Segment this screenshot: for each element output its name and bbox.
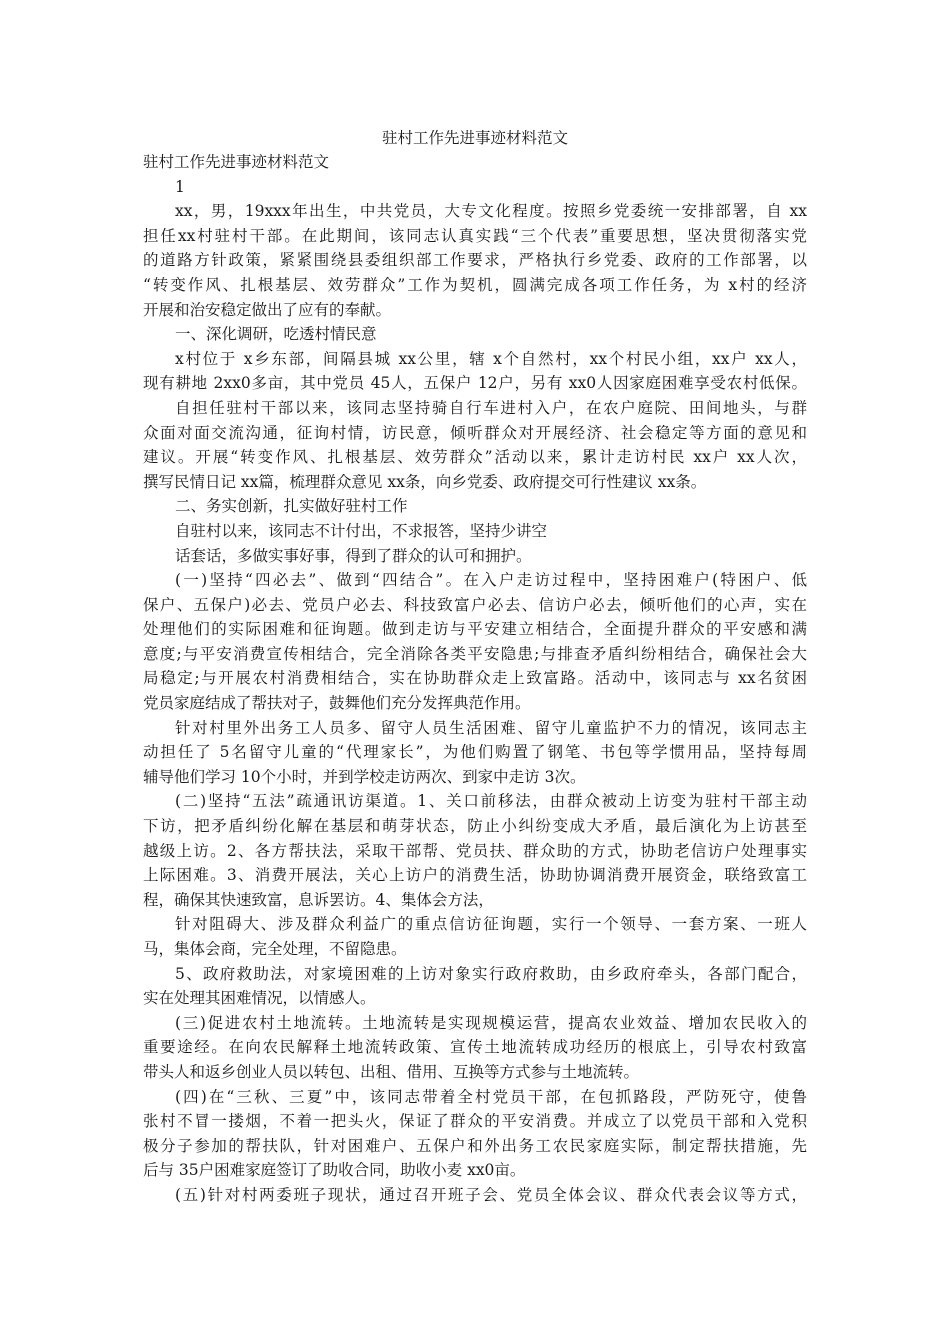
- text-line: 开展和治安稳定做出了应有的奉献。: [143, 300, 392, 319]
- text-line: 针对阻碍大、涉及群众利益广的重点信访征询题，实行一个领导、一套方案、一班人: [175, 915, 807, 934]
- text-line: 越级上访。2、各方帮扶法，采取干部帮、党员扶、群众助的方式，协助老信访户处理事实: [143, 841, 807, 860]
- text-line: 担任xx村驻村干部。在此期间，该同志认真实践“三个代表”重要思想，坚决贯彻落实党: [143, 226, 807, 245]
- text-line: 1: [175, 177, 185, 196]
- text-line: “转变作风、扎根基层、效劳群众”工作为契机，圆满完成各项工作任务，为 x村的经济: [143, 275, 807, 294]
- text-line: (二)坚持“五法”疏通讯访渠道。1、关口前移法，由群众被动上访变为驻村干部主动: [175, 792, 807, 811]
- text-line: xx，男，19xxx年出生，中共党员，大专文化程度。按照乡党委统一安排部署，自 xx: [175, 202, 807, 221]
- text-line: 处理他们的实际困难和征询题。做到走访与平安建立相结合，全面提升群众的平安感和满: [143, 620, 807, 639]
- text-line: 辅导他们学习 10个小时，并到学校走访两次、到家中走访 3次。: [143, 767, 586, 786]
- document-body: [143, 150, 807, 1208]
- text-line: (四)在“三秋、三夏”中，该同志带着全村党员干部，在包抓路段，严防死守，使鲁: [175, 1087, 807, 1106]
- text-line: 针对村里外出务工人员多、留守人员生活困难、留守儿童监护不力的情况，该同志主: [175, 718, 807, 737]
- text-line: 后与 35户困难家庭签订了助收合同，助收小麦 xx0亩。: [143, 1161, 526, 1180]
- text-line: 动担任了 5名留守儿童的“代理家长”，为他们购置了钢笔、书包等学惯用品，坚持每周: [143, 743, 807, 762]
- text-line: 话套话，多做实事好事，得到了群众的认可和拥护。: [175, 546, 532, 565]
- text-line: 局稳定;与开展农村消费相结合，实在协助群众走上致富路。活动中，该同志与 xx名贫困: [143, 669, 807, 688]
- text-line: 带头人和返乡创业人员以转包、出租、借用、互换等方式参与土地流转。: [143, 1062, 640, 1081]
- text-line: 的道路方针政策，紧紧围绕县委组织部工作要求，严格执行乡党委、政府的工作部署，以: [143, 251, 807, 270]
- text-line: (一)坚持“四必去”、做到“四结合”。在入户走访过程中，坚持困难户(特困户、低: [175, 571, 807, 590]
- document-title: 驻村工作先进事迹材料范文: [381, 129, 568, 147]
- text-line: 上际困难。3、消费开展法，关心上访户的消费生活，协助协调消费开展资金，联络致富工: [143, 866, 807, 885]
- text-line: (三)促进农村土地流转。土地流转是实现规模运营，提高农业效益、增加农民收入的: [175, 1013, 807, 1032]
- text-line: 意度;与平安消费宣传相结合，完全消除各类平安隐患;与排查矛盾纠纷相结合，确保社会大: [143, 644, 807, 663]
- text-line: 重要途经。在向农民解释土地流转政策、宣传土地流转成功经历的根底上，引导农村致富: [143, 1038, 807, 1057]
- text-line: 自驻村以来，该同志不计付出，不求报答，坚持少讲空: [175, 521, 548, 540]
- text-line: 驻村工作先进事迹材料范文: [143, 153, 330, 171]
- text-line: 实在处理其困难情况，以情感人。: [143, 989, 376, 1008]
- text-line: 建议。开展“转变作风、扎根基层、效劳群众”活动以来，累计走访村民 xx户 xx人次，: [143, 448, 807, 467]
- text-line: 5、政府救助法，对家境困难的上访对象实行政府救助，由乡政府牵头，各部门配合，: [175, 964, 807, 983]
- text-line: 张村不冒一搂烟，不着一把头火，保证了群众的平安消费。并成立了以党员干部和入党积: [143, 1112, 807, 1131]
- text-line: 程，确保其快速致富，息诉罢访。4、集体会方法，: [143, 890, 494, 909]
- text-line: 撰写民情日记 xx篇，梳理群众意见 xx条，向乡党委、政府提交可行性建议 xx条。: [143, 472, 707, 491]
- text-line: 党员家庭结成了帮扶对子，鼓舞他们充分发挥典范作用。: [143, 694, 531, 713]
- text-line: (五)针对村两委班子现状，通过召开班子会、党员全体会议、群众代表会议等方式，: [175, 1185, 807, 1204]
- text-line: x村位于 x乡东部，间隔县城 xx公里，辖 x个自然村，xx个村民小组，xx户 xx人，: [175, 349, 807, 368]
- text-line: 众面对面交流沟通，征询村情，访民意，倾听群众对开展经济、社会稳定等方面的意见和: [143, 423, 807, 442]
- text-line: 自担任驻村干部以来，该同志坚持骑自行车进村入户，在农户庭院、田间地头，与群: [175, 398, 807, 417]
- text-line: 保户、五保户)必去、党员户必去、科技致富户必去、信访户必去，倾听他们的心声，实在: [143, 595, 807, 614]
- text-line: 极分子参加的帮扶队，针对困难户、五保户和外出务工农民家庭实际，制定帮扶措施，先: [143, 1136, 807, 1155]
- text-line: 下访，把矛盾纠纷化解在基层和萌芽状态，防止小纠纷变成大矛盾，最后演化为上访甚至: [143, 817, 807, 836]
- text-line: 现有耕地 2xx0多亩，其中党员 45人，五保户 12户，另有 xx0人因家庭困难享受农村低保。: [143, 374, 807, 393]
- text-line: 二、务实创新，扎实做好驻村工作: [175, 497, 408, 516]
- text-line: 一、深化调研，吃透村情民意: [175, 325, 377, 344]
- text-line: 马，集体会商，完全处理，不留隐患。: [143, 940, 407, 958]
